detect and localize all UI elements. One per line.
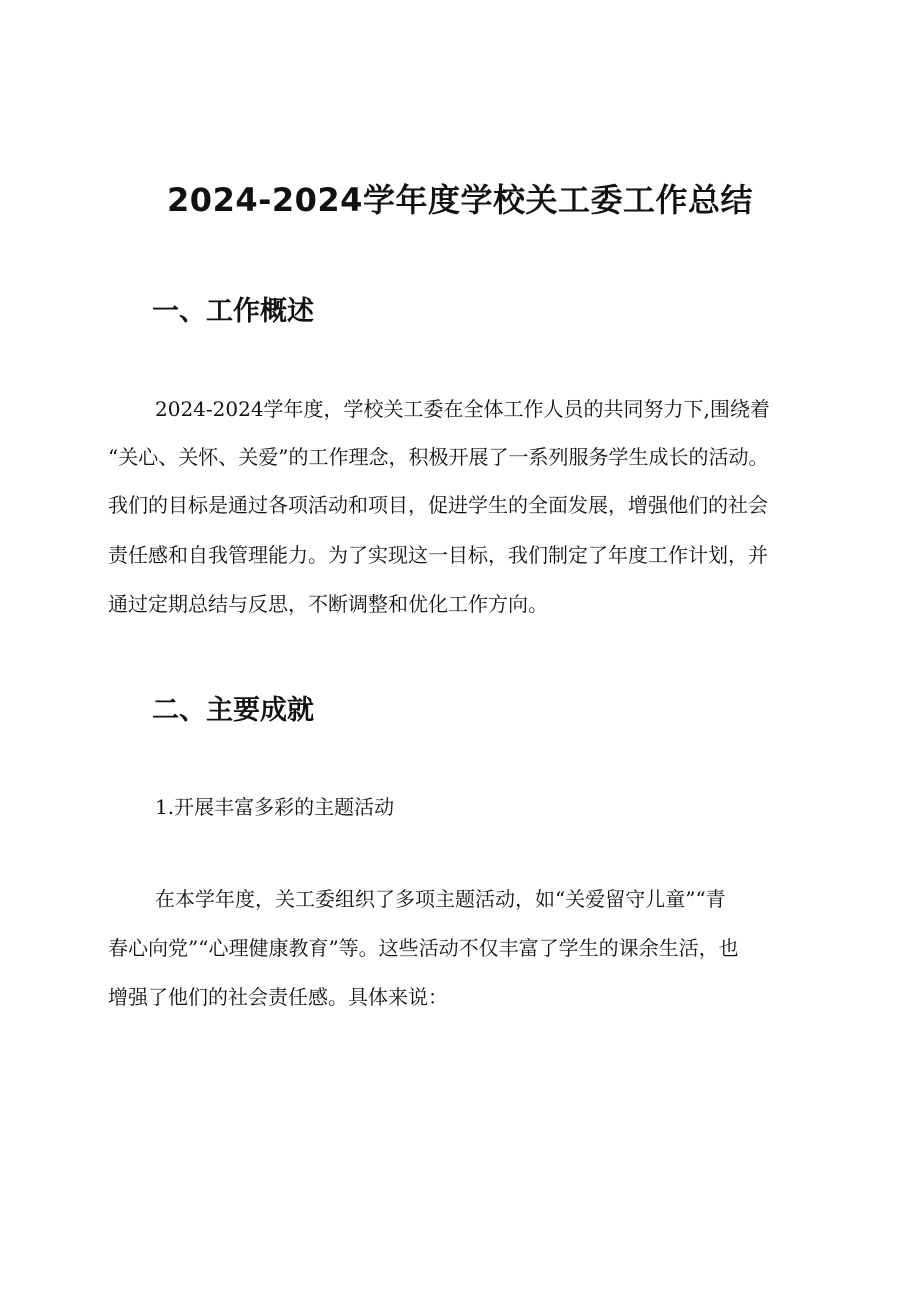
subsection-heading: 1.开展丰富多彩的主题活动	[155, 795, 395, 819]
paragraph-line: 在本学年度，关工委组织了多项主题活动，如“关爱留守儿童”“青	[155, 887, 726, 911]
section-heading-achievements: 二、主要成就	[152, 695, 314, 726]
paragraph-line: 我们的目标是通过各项活动和项目，促进学生的全面发展，增强他们的社会	[108, 493, 768, 517]
paragraph-line: 通过定期总结与反思，不断调整和优化工作方向。	[108, 592, 548, 616]
paragraph-line: “关心、关怀、关爱”的工作理念，积极开展了一系列服务学生成长的活动。	[108, 445, 769, 469]
section-heading-overview: 一、工作概述	[152, 296, 314, 327]
paragraph-line: 增强了他们的社会责任感。具体来说：	[108, 985, 448, 1009]
paragraph-line: 春心向党”“心理健康教育”等。这些活动不仅丰富了学生的课余生活，也	[108, 936, 739, 960]
paragraph-line: 2024-2024学年度，学校关工委在全体工作人员的共同努力下,围绕着	[155, 397, 770, 421]
document-title: 2024-2024学年度学校关工委工作总结	[167, 181, 753, 219]
paragraph-line: 责任感和自我管理能力。为了实现这一目标，我们制定了年度工作计划，并	[108, 543, 768, 567]
